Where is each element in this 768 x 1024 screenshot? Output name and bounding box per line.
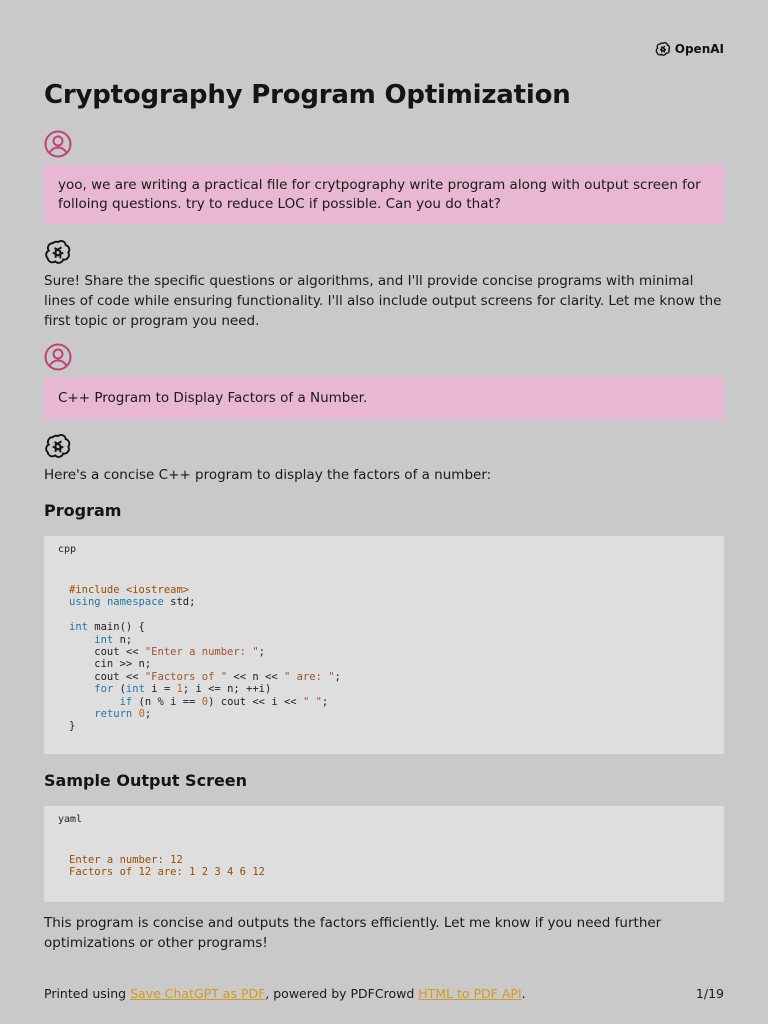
footer-prefix: Printed using — [44, 986, 131, 1001]
footer-middle: , powered by PDFCrowd — [265, 986, 419, 1001]
footer — [44, 986, 724, 1001]
code-content: #include <iostream> using namespace std; int main() { int n; cout << "Enter a number: "; cin >> n; cout << "Factors of " << n << " are: "; for (int i = 1; i <= n; ++i) if (n % i == 0) cout << i << " "; return 0; } — [69, 584, 341, 733]
openai-logo-icon — [655, 41, 671, 57]
user-avatar-icon — [44, 130, 72, 158]
user-message: yoo, we are writing a practical file for crytpography write program along with output screen for folloing questions. try to reduce LOC if possible. Can you do that? — [44, 164, 724, 224]
output-heading: Sample Output Screen — [44, 771, 248, 790]
page-number: 1/19 — [695, 986, 724, 1001]
program-heading: Program — [44, 501, 122, 520]
save-chatgpt-link[interactable]: Save ChatGPT as PDF — [130, 986, 266, 1001]
footer-suffix: . — [521, 986, 526, 1001]
chatgpt-icon — [44, 432, 72, 460]
code-block — [44, 536, 724, 754]
user-message: C++ Program to Display Factors of a Number. — [44, 377, 724, 419]
user-avatar-icon — [44, 343, 72, 371]
output-block — [44, 806, 724, 902]
assistant-outro: This program is concise and outputs the factors efficiently. Let me know if you need further optimizations or other programs! — [44, 915, 662, 951]
chatgpt-icon — [44, 238, 72, 266]
html-to-pdf-link[interactable]: HTML to PDF API — [418, 986, 522, 1001]
output-content: Enter a number: 12 Factors of 12 are: 1 2 3 4 6 12 — [69, 854, 265, 879]
openai-brand — [655, 41, 724, 57]
output-language-label: yaml — [58, 814, 83, 825]
page-title: Cryptography Program Optimization — [44, 80, 571, 110]
assistant-intro: Here's a concise C++ program to display the factors of a number: — [44, 467, 492, 483]
code-language-label: cpp — [58, 544, 77, 555]
brand-name: OpenAI — [674, 42, 724, 56]
assistant-message: Sure! Share the specific questions or algorithms, and I'll provide concise programs with minimal lines of code while ensuring functionality. I'll also include output screens for clarity. Let me know the first topic or program you need. — [44, 273, 722, 329]
